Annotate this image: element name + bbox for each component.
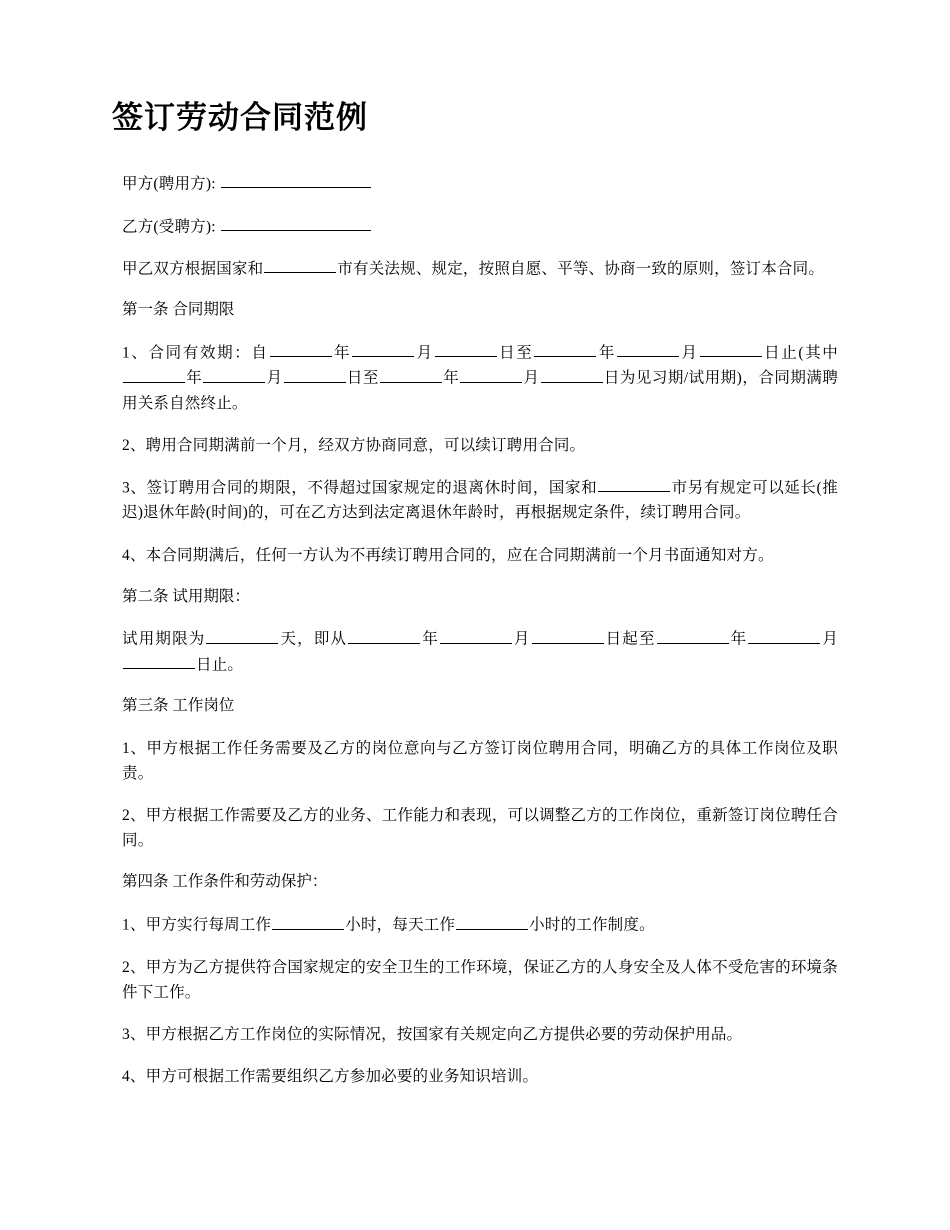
seg-text: 日为见习期/试用期)，合同期满聘用关系自然终止。	[122, 369, 839, 412]
clause-1-heading: 第一条 合同期限	[122, 301, 235, 319]
seg-text: 日起至	[604, 630, 656, 648]
date-blank	[700, 340, 762, 357]
date-blank	[748, 626, 820, 643]
clause-4-item-4: 4、甲方可根据工作需要组织乙方参加必要的业务知识培训。	[122, 1067, 539, 1085]
date-blank	[352, 340, 414, 357]
party-b-line	[122, 214, 838, 239]
date-blank	[435, 340, 497, 357]
date-blank	[617, 340, 679, 357]
days-blank	[206, 626, 278, 643]
seg-text: 小时的工作制度。	[529, 916, 655, 934]
date-blank	[123, 365, 185, 382]
date-blank	[460, 365, 522, 382]
seg-text: 年	[186, 369, 203, 387]
seg-text: 日至	[346, 369, 379, 387]
seg-text: 日至	[497, 344, 534, 362]
clause-2-item-1	[122, 626, 838, 677]
clause-4-heading: 第四条 工作条件和劳动保护：	[122, 873, 328, 891]
page-title: 签订劳动合同范例	[112, 100, 368, 136]
clause-3-item-1: 1、甲方根据工作任务需要及乙方的岗位意向与乙方签订岗位聘用合同，明确乙方的具体工作岗位及职责。	[122, 740, 838, 783]
date-blank	[203, 365, 265, 382]
party-b-label: 乙方(受聘方):	[122, 217, 216, 235]
seg-text: 月	[266, 369, 283, 387]
date-blank	[534, 340, 596, 357]
seg-text: 年	[442, 369, 460, 387]
preamble-text-2: 市有关法规、规定，按照自愿、平等、协商一致的原则，签订本合同。	[337, 260, 825, 278]
seg-text: 3、签订聘用合同的期限，不得超过国家规定的退离休时间，国家和	[122, 479, 598, 497]
date-blank	[541, 365, 603, 382]
seg-text: 月	[680, 344, 699, 362]
date-blank	[380, 365, 442, 382]
seg-text: 月	[821, 630, 839, 648]
party-b-blank	[221, 214, 371, 231]
seg-text: 年	[729, 630, 748, 648]
seg-text: 月	[523, 369, 540, 387]
seg-text: 1、合同有效期：自	[122, 344, 269, 362]
date-blank	[284, 365, 346, 382]
seg-text: 年	[421, 630, 439, 648]
seg-text: 1、甲方实行每周工作	[122, 916, 272, 934]
date-blank	[348, 626, 420, 643]
date-blank	[270, 340, 332, 357]
city-blank	[598, 475, 670, 492]
seg-text: 年	[332, 344, 352, 362]
party-a-line	[122, 171, 838, 196]
clause-4-item-2: 2、甲方为乙方提供符合国家规定的安全卫生的工作环境，保证乙方的人身安全及人体不受危害的环境条件下工作。	[122, 958, 838, 1001]
clause-1-item-1	[122, 340, 838, 416]
preamble-text-1: 甲乙双方根据国家和	[122, 260, 264, 278]
clause-2-heading: 第二条 试用期限：	[122, 587, 250, 605]
seg-text: 月	[415, 344, 434, 362]
clause-1-item-4: 4、本合同期满后，任何一方认为不再续订聘用合同的，应在合同期满前一个月书面通知对方。	[122, 546, 774, 564]
seg-text: 试用期限为	[122, 630, 206, 648]
preamble	[122, 256, 838, 281]
hours-blank	[272, 912, 344, 929]
date-blank	[657, 626, 729, 643]
seg-text: 日止。	[196, 656, 244, 674]
clause-3-heading: 第三条 工作岗位	[122, 697, 235, 715]
party-a-label: 甲方(聘用方):	[122, 175, 216, 193]
seg-text: 月	[512, 630, 531, 648]
seg-text: 小时，每天工作	[345, 916, 456, 934]
seg-text: 市另有规定可以延长(推迟)退休年龄(时间)的，可在乙方达到法定离退休年龄时，再根据规定条件，续订聘用合同。	[122, 479, 838, 522]
clause-4-item-3: 3、甲方根据乙方工作岗位的实际情况，按国家有关规定向乙方提供必要的劳动保护用品。	[122, 1025, 743, 1043]
clause-1-item-3	[122, 475, 838, 525]
seg-text: 年	[597, 344, 617, 362]
hours-blank	[456, 912, 528, 929]
seg-text: 日止(其中	[762, 344, 839, 362]
date-blank	[532, 626, 604, 643]
date-blank	[123, 652, 195, 669]
seg-text: 天，即从	[279, 630, 348, 648]
clause-1-item-2: 2、聘用合同期满前一个月，经双方协商同意，可以续订聘用合同。	[122, 436, 586, 454]
date-blank	[440, 626, 512, 643]
clause-3-item-2: 2、甲方根据工作需要及乙方的业务、工作能力和表现，可以调整乙方的工作岗位，重新签订岗位聘任合同。	[122, 807, 838, 850]
clause-4-item-1	[122, 912, 838, 937]
party-a-blank	[221, 171, 371, 188]
preamble-blank	[264, 256, 336, 273]
document-body	[112, 171, 838, 1089]
